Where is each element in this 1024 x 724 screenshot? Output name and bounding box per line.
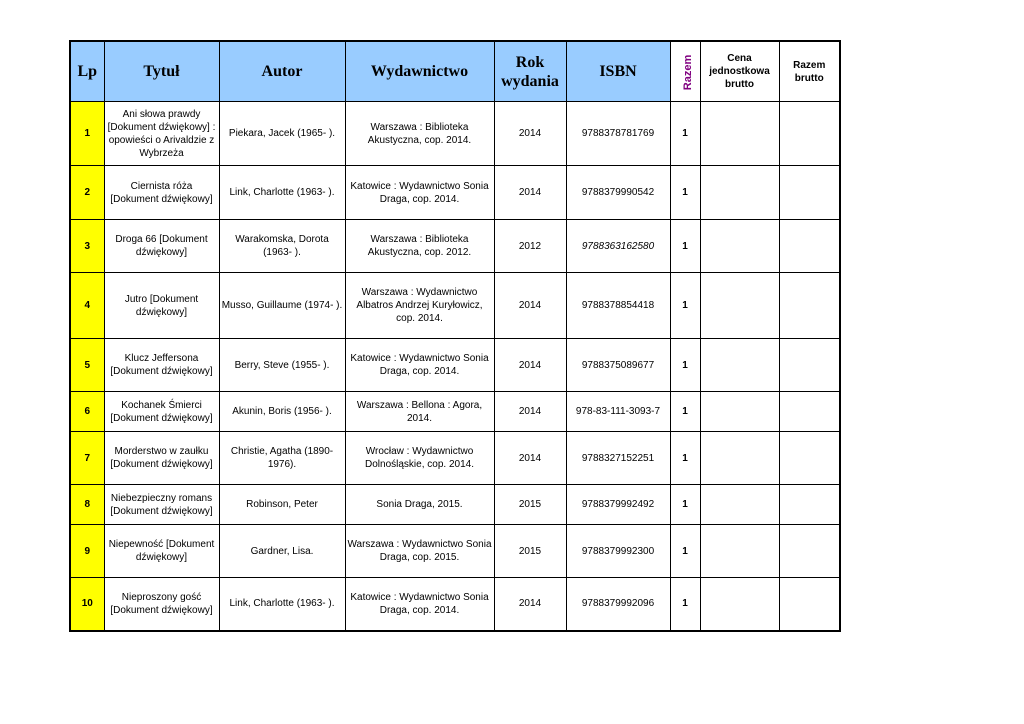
cell-tytul: Ani słowa prawdy [Dokument dźwiękowy] : opowieści o Arivaldzie z Wybrzeża <box>104 102 219 166</box>
cell-razem-brutto <box>779 339 840 392</box>
cell-lp: 5 <box>70 339 104 392</box>
cell-lp: 8 <box>70 485 104 525</box>
cell-rok-wydania: 2014 <box>494 432 566 485</box>
cell-autor: Robinson, Peter <box>219 485 345 525</box>
cell-autor: Akunin, Boris (1956- ). <box>219 392 345 432</box>
cell-rok-wydania: 2015 <box>494 525 566 578</box>
table-row <box>70 392 840 432</box>
cell-razem-count: 1 <box>670 485 700 525</box>
cell-wydawnictwo: Katowice : Wydawnictwo Sonia Draga, cop. 2014. <box>345 166 494 220</box>
cell-razem-count: 1 <box>670 432 700 485</box>
header-row <box>70 41 840 102</box>
cell-razem-count: 1 <box>670 525 700 578</box>
cell-tytul: Ciernista róża [Dokument dźwiękowy] <box>104 166 219 220</box>
cell-cena-jednostkowa <box>700 485 779 525</box>
table-body <box>70 102 840 631</box>
cell-autor: Link, Charlotte (1963- ). <box>219 578 345 631</box>
cell-autor: Berry, Steve (1955- ). <box>219 339 345 392</box>
cell-lp: 2 <box>70 166 104 220</box>
cell-razem-brutto <box>779 220 840 273</box>
cell-autor: Warakomska, Dorota (1963- ). <box>219 220 345 273</box>
cell-lp: 3 <box>70 220 104 273</box>
cell-rok-wydania: 2014 <box>494 166 566 220</box>
cell-autor: Musso, Guillaume (1974- ). <box>219 273 345 339</box>
cell-isbn: 978-83-111-3093-7 <box>566 392 670 432</box>
header-cena-jednostkowa: Cena jednostkowa brutto <box>700 41 779 102</box>
cell-razem-count: 1 <box>670 392 700 432</box>
cell-razem-count: 1 <box>670 102 700 166</box>
cell-razem-count: 1 <box>670 578 700 631</box>
cell-cena-jednostkowa <box>700 525 779 578</box>
header-tytul: Tytuł <box>104 41 219 102</box>
cell-cena-jednostkowa <box>700 102 779 166</box>
cell-tytul: Niepewność [Dokument dźwiękowy] <box>104 525 219 578</box>
cell-isbn: 9788379990542 <box>566 166 670 220</box>
table-row <box>70 432 840 485</box>
cell-rok-wydania: 2014 <box>494 339 566 392</box>
cell-lp: 1 <box>70 102 104 166</box>
cell-cena-jednostkowa <box>700 392 779 432</box>
cell-wydawnictwo: Warszawa : Biblioteka Akustyczna, cop. 2014. <box>345 102 494 166</box>
cell-tytul: Droga 66 [Dokument dźwiękowy] <box>104 220 219 273</box>
header-isbn: ISBN <box>566 41 670 102</box>
cell-razem-count: 1 <box>670 166 700 220</box>
cell-wydawnictwo: Warszawa : Bellona : Agora, 2014. <box>345 392 494 432</box>
cell-cena-jednostkowa <box>700 220 779 273</box>
cell-rok-wydania: 2014 <box>494 392 566 432</box>
header-rok-wydania: Rok wydania <box>494 41 566 102</box>
cell-cena-jednostkowa <box>700 578 779 631</box>
cell-rok-wydania: 2014 <box>494 102 566 166</box>
header-razem-brutto: Razem brutto <box>779 41 840 102</box>
cell-rok-wydania: 2015 <box>494 485 566 525</box>
cell-tytul: Kochanek Śmierci [Dokument dźwiękowy] <box>104 392 219 432</box>
cell-rok-wydania: 2012 <box>494 220 566 273</box>
cell-cena-jednostkowa <box>700 273 779 339</box>
cell-razem-brutto <box>779 485 840 525</box>
cell-autor: Gardner, Lisa. <box>219 525 345 578</box>
cell-isbn: 9788363162580 <box>566 220 670 273</box>
table-row <box>70 485 840 525</box>
table-row <box>70 273 840 339</box>
cell-isbn: 9788379992300 <box>566 525 670 578</box>
cell-razem-brutto <box>779 102 840 166</box>
cell-rok-wydania: 2014 <box>494 273 566 339</box>
cell-razem-brutto <box>779 525 840 578</box>
cell-lp: 9 <box>70 525 104 578</box>
cell-wydawnictwo: Katowice : Wydawnictwo Sonia Draga, cop. 2014. <box>345 339 494 392</box>
cell-autor: Christie, Agatha (1890-1976). <box>219 432 345 485</box>
cell-isbn: 9788378781769 <box>566 102 670 166</box>
header-wydawnictwo: Wydawnictwo <box>345 41 494 102</box>
cell-lp: 4 <box>70 273 104 339</box>
table-row <box>70 339 840 392</box>
header-razem-count <box>670 41 700 102</box>
cell-wydawnictwo: Sonia Draga, 2015. <box>345 485 494 525</box>
cell-cena-jednostkowa <box>700 339 779 392</box>
cell-wydawnictwo: Warszawa : Wydawnictwo Sonia Draga, cop. 2015. <box>345 525 494 578</box>
cell-isbn: 9788379992096 <box>566 578 670 631</box>
cell-razem-brutto <box>779 432 840 485</box>
cell-tytul: Jutro [Dokument dźwiękowy] <box>104 273 219 339</box>
cell-cena-jednostkowa <box>700 166 779 220</box>
cell-isbn: 9788378854418 <box>566 273 670 339</box>
cell-tytul: Nieproszony gość [Dokument dźwiękowy] <box>104 578 219 631</box>
cell-razem-count: 1 <box>670 273 700 339</box>
cell-razem-brutto <box>779 273 840 339</box>
cell-isbn: 9788327152251 <box>566 432 670 485</box>
cell-wydawnictwo: Wrocław : Wydawnictwo Dolnośląskie, cop. 2014. <box>345 432 494 485</box>
header-lp: Lp <box>70 41 104 102</box>
cell-cena-jednostkowa <box>700 432 779 485</box>
cell-lp: 6 <box>70 392 104 432</box>
cell-wydawnictwo: Warszawa : Wydawnictwo Albatros Andrzej Kuryłowicz, cop. 2014. <box>345 273 494 339</box>
cell-razem-count: 1 <box>670 220 700 273</box>
cell-rok-wydania: 2014 <box>494 578 566 631</box>
cell-tytul: Morderstwo w zaułku [Dokument dźwiękowy] <box>104 432 219 485</box>
table-row <box>70 578 840 631</box>
cell-isbn: 9788375089677 <box>566 339 670 392</box>
cell-wydawnictwo: Katowice : Wydawnictwo Sonia Draga, cop. 2014. <box>345 578 494 631</box>
cell-lp: 7 <box>70 432 104 485</box>
cell-wydawnictwo: Warszawa : Biblioteka Akustyczna, cop. 2012. <box>345 220 494 273</box>
cell-autor: Link, Charlotte (1963- ). <box>219 166 345 220</box>
book-list-table <box>69 40 841 632</box>
cell-razem-brutto <box>779 578 840 631</box>
cell-razem-count: 1 <box>670 339 700 392</box>
cell-tytul: Niebezpieczny romans [Dokument dźwiękowy] <box>104 485 219 525</box>
cell-razem-brutto <box>779 392 840 432</box>
cell-tytul: Klucz Jeffersona [Dokument dźwiękowy] <box>104 339 219 392</box>
cell-razem-brutto <box>779 166 840 220</box>
header-autor: Autor <box>219 41 345 102</box>
table-row <box>70 102 840 166</box>
cell-lp: 10 <box>70 578 104 631</box>
table-row <box>70 525 840 578</box>
table-row <box>70 220 840 273</box>
header-razem-count-label: Razem <box>681 54 694 91</box>
table-row <box>70 166 840 220</box>
cell-isbn: 9788379992492 <box>566 485 670 525</box>
cell-autor: Piekara, Jacek (1965- ). <box>219 102 345 166</box>
